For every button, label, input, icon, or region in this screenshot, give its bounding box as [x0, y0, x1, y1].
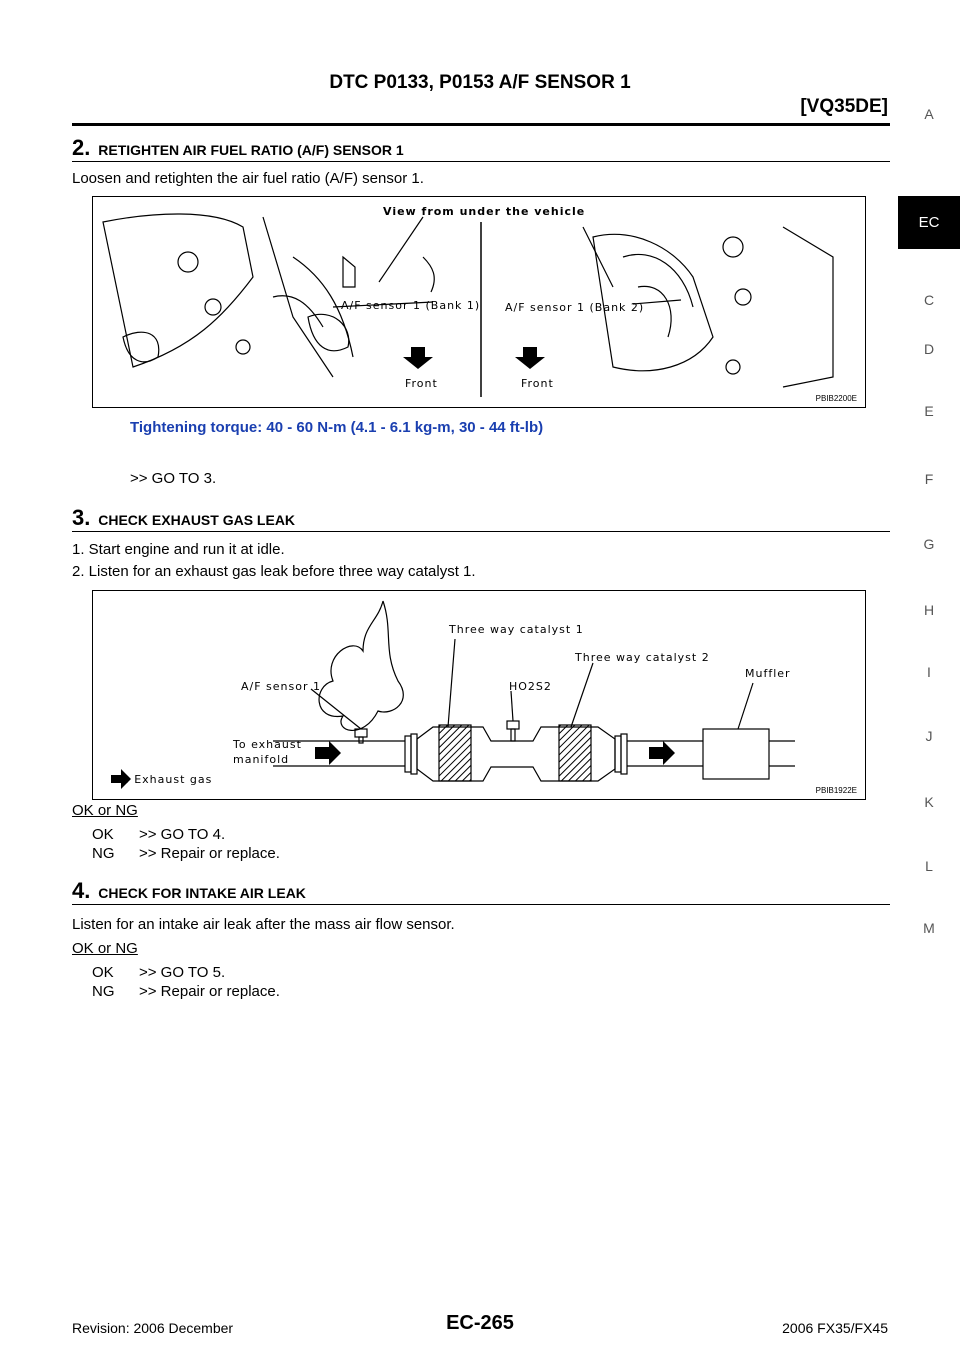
tab-c[interactable]: C: [923, 292, 935, 308]
torque-spec: Tightening torque: 40 - 60 N-m (4.1 - 6.1 kg-m, 30 - 44 ft-lb): [130, 419, 544, 436]
tab-h[interactable]: H: [923, 602, 935, 618]
tailpipe: [769, 741, 795, 766]
figure-code: PBIB2200E: [815, 394, 857, 403]
engine-block-left: [103, 214, 253, 367]
tab-ec[interactable]: EC: [898, 196, 960, 249]
catalyst-1-hatch: [439, 725, 471, 781]
ho2s2-tip: [511, 729, 515, 741]
af-sensor-1-tip: [359, 737, 363, 743]
step3-item1: 1. Start engine and run it at idle.: [72, 541, 285, 558]
label-muffler: Muffler: [745, 667, 791, 680]
footer-page-number: EC-265: [446, 1312, 514, 1334]
label-manifold: manifold: [233, 753, 290, 766]
step3-ng-label: NG: [92, 845, 115, 862]
tab-a[interactable]: A: [924, 106, 934, 122]
step3-number: 3.: [72, 505, 91, 530]
step3-heading: [72, 505, 295, 531]
tab-l[interactable]: L: [925, 858, 933, 874]
front-arrow-left-icon: [403, 347, 433, 369]
bolt-3: [236, 340, 250, 354]
step3-rule: [72, 531, 890, 532]
label-ho2s2: HO2S2: [509, 680, 552, 693]
mount-left: [343, 257, 355, 287]
tab-f[interactable]: F: [924, 471, 934, 487]
gas-arrow-outlet-icon: [649, 741, 675, 765]
step4-okng: OK or NG: [72, 940, 138, 957]
step4-ok-action: >> GO TO 5.: [139, 964, 226, 981]
label-bank1: A/F sensor 1 (Bank 1): [341, 299, 481, 312]
step4-ng-action: >> Repair or replace.: [139, 983, 280, 1000]
label-bank2: A/F sensor 1 (Bank 2): [505, 301, 645, 314]
step3-ok-action: >> GO TO 4.: [139, 826, 226, 843]
figure-af-sensor-location: [92, 196, 866, 408]
leader-muffler: [738, 683, 753, 729]
step3-ng-action: >> Repair or replace.: [139, 845, 280, 862]
step4-heading: [72, 878, 306, 904]
label-twc2: Three way catalyst 2: [575, 651, 710, 664]
step3-item2: 2. Listen for an exhaust gas leak before three way catalyst 1.: [72, 563, 476, 580]
step2-goto: >> GO TO 3.: [130, 470, 217, 487]
label-to-exhaust: To exhaust: [233, 738, 302, 751]
bolt-4: [723, 237, 743, 257]
frame-right: [783, 227, 833, 387]
front-label-right: Front: [521, 377, 554, 390]
ho2s2-body: [507, 721, 519, 729]
tab-i[interactable]: I: [927, 664, 931, 680]
hose-left: [423, 257, 434, 292]
catalyst-2-hatch: [559, 725, 591, 781]
front-arrows: [403, 347, 545, 369]
view-label: View from under the vehicle: [383, 205, 586, 218]
cable-left: [273, 296, 323, 327]
pipe-right-1: [623, 254, 693, 307]
tab-k[interactable]: K: [924, 794, 934, 810]
muffler-box: [703, 729, 769, 779]
front-label-left: Front: [405, 377, 438, 390]
label-af-sensor: A/F sensor 1: [241, 680, 322, 693]
flange-3: [615, 736, 621, 772]
engine-code: [VQ35DE]: [800, 96, 888, 117]
flange-4: [621, 734, 627, 774]
figure-code: PBIB1922E: [815, 786, 857, 795]
tab-j[interactable]: J: [925, 728, 933, 744]
step2-title: RETIGHTEN AIR FUEL RATIO (A/F) SENSOR 1: [98, 142, 404, 158]
tab-g[interactable]: G: [923, 536, 935, 552]
step2-text: Loosen and retighten the air fuel ratio (A/F) sensor 1.: [72, 170, 424, 187]
flange-2: [411, 734, 417, 774]
step3-title: CHECK EXHAUST GAS LEAK: [98, 512, 296, 528]
bolt-5: [735, 289, 751, 305]
tab-m[interactable]: M: [923, 920, 935, 936]
bolt-6: [726, 360, 740, 374]
leader-ho2s2: [511, 691, 513, 721]
step3-okng: OK or NG: [72, 802, 138, 819]
legend-exhaust-gas: : Exhaust gas: [125, 773, 213, 786]
page-title: DTC P0133, P0153 A/F SENSOR 1: [329, 72, 631, 93]
step4-ok-label: OK: [92, 964, 114, 981]
gas-arrow-inlet-icon: [315, 741, 341, 765]
label-twc1: Three way catalyst 1: [449, 623, 584, 636]
footer-revision: Revision: 2006 December: [72, 1320, 234, 1336]
header-rule: [72, 123, 890, 126]
step4-rule: [72, 904, 890, 905]
step2-number: 2.: [72, 135, 91, 160]
step4-ng-label: NG: [92, 983, 115, 1000]
leader-twc1: [448, 639, 455, 727]
leader-af-sensor: [311, 689, 361, 729]
tab-e[interactable]: E: [924, 403, 934, 419]
bolt-2: [205, 299, 221, 315]
exhaust-cloud: [319, 601, 403, 730]
step2-heading: [72, 135, 404, 161]
step4-title: CHECK FOR INTAKE AIR LEAK: [98, 885, 306, 901]
leader-twc2: [571, 663, 593, 727]
figure-exhaust-system: [92, 590, 866, 800]
step3-ok-label: OK: [92, 826, 114, 843]
bolt-1: [178, 252, 198, 272]
step2-rule: [72, 161, 890, 162]
flange-1: [405, 736, 411, 772]
front-arrow-right-icon: [515, 347, 545, 369]
step4-text: Listen for an intake air leak after the mass air flow sensor.: [72, 916, 455, 933]
footer-model: 2006 FX35/FX45: [782, 1320, 888, 1336]
tab-d[interactable]: D: [923, 341, 935, 357]
leader-bank1-upper: [379, 217, 423, 282]
step4-number: 4.: [72, 878, 91, 903]
